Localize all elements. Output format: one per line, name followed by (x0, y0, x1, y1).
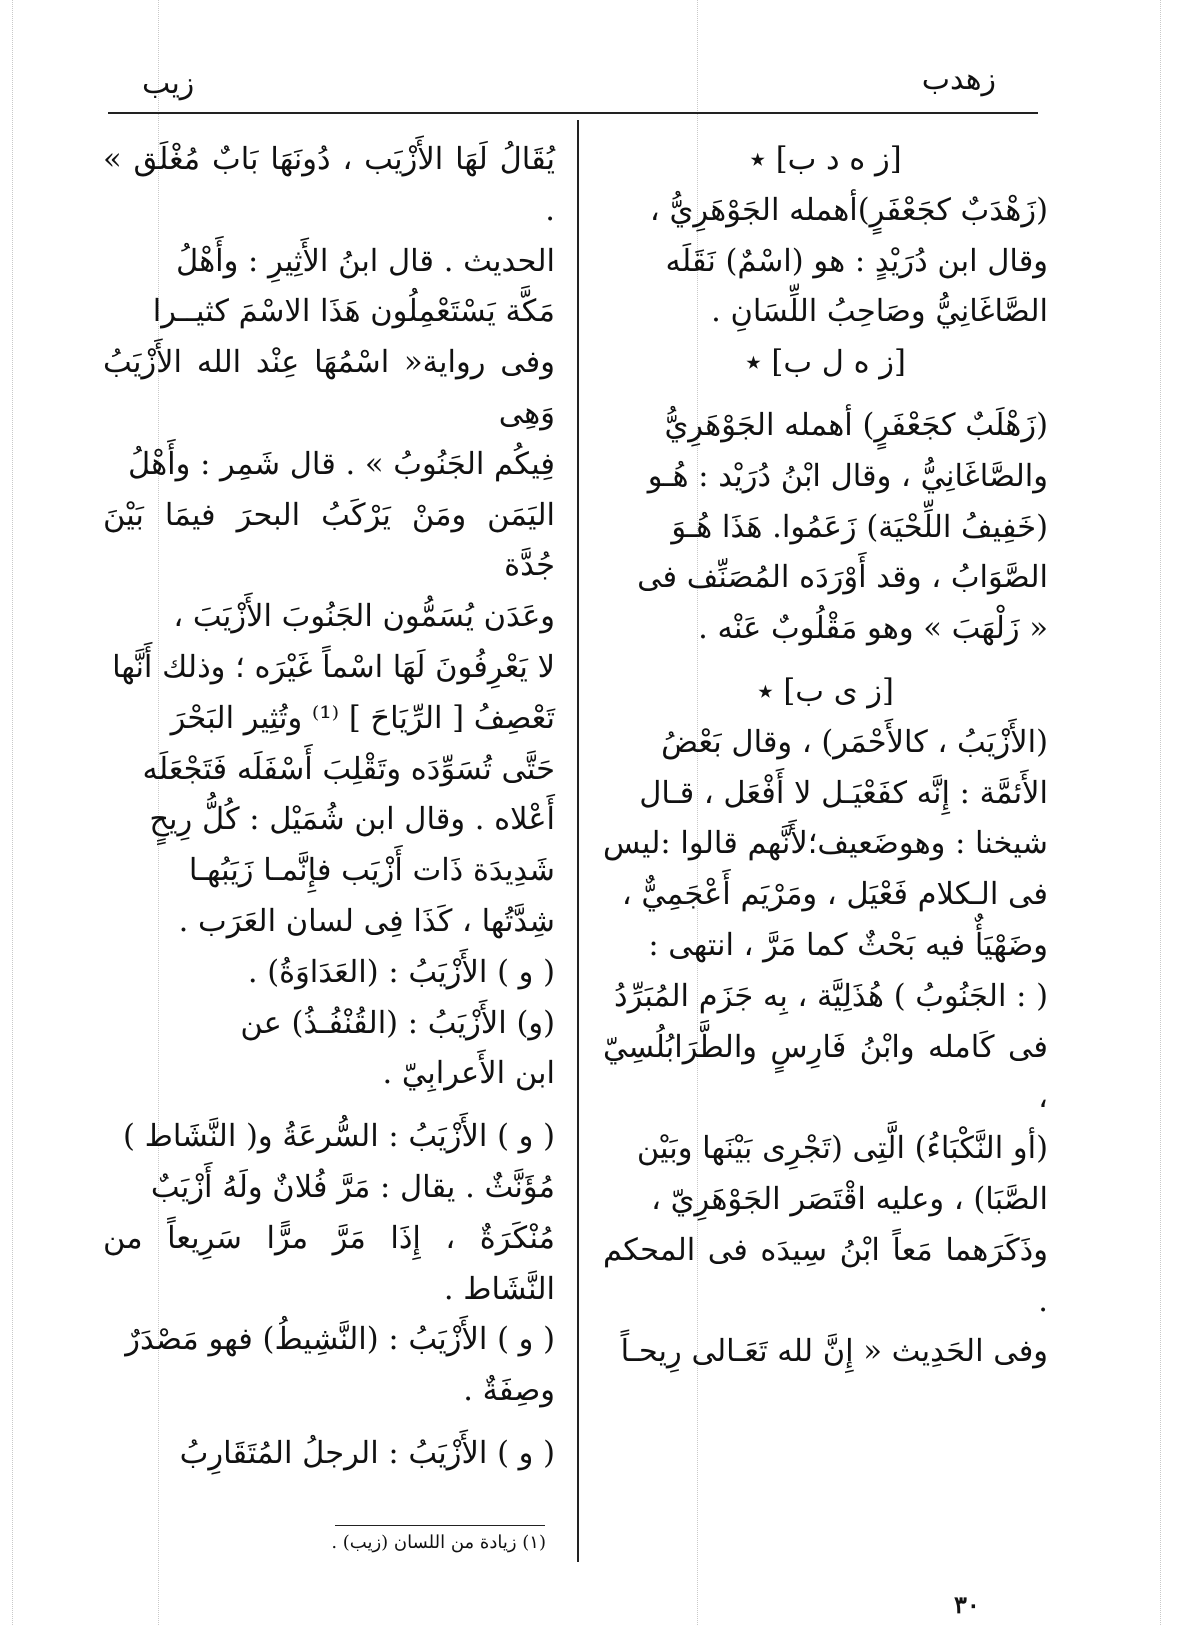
text-line: والصَّاغَانِيُّ ، وقال ابْنُ دُرَيْد : هُـو (647, 458, 1048, 494)
text-line: ابن الأَعرابِيّ . (382, 1056, 555, 1092)
column-divider (577, 120, 579, 1562)
entry-heading: [ز ه ل ب] ٭ (745, 345, 906, 381)
spacer (103, 1100, 555, 1112)
text-line: (و) الأَزْيَبُ : (القُنْفُـذُ) عن (240, 1005, 555, 1041)
text-line: تَعْصِفُ [ الرِّيَاحَ ] ⁽¹⁾ وتُثِير البَحْرَ (170, 700, 555, 736)
entry-heading: [ز ى ب] ٭ (757, 673, 894, 709)
text-line: شَدِيدَة ذَات أَزْيَب فإِنَّمـا زَيَبُهـا (188, 853, 555, 889)
text-line: ( و ) الأَزْيَبُ : (العَدَاوَةُ) . (247, 954, 555, 990)
page-number: ٣٠ (954, 1590, 980, 1619)
text-line: شِدَّتُها ، كَذَا فِى لسان العَرَب . (178, 903, 555, 939)
header-rule (108, 112, 1038, 114)
entry-heading: [ز ه د ب] ٭ (749, 142, 902, 177)
text-line: ( : الجَنُوبُ ) هُذَلِيَّة ، بِه جَزَم المُبَرِّدُ (614, 978, 1048, 1014)
text-line: مُنْكَرَةٌ ، إِذَا مَرَّ مرًّا سَرِيعاً من النَّشَاط . (103, 1220, 555, 1307)
text-line: حَتَّى تُسَوِّدَه وتَقْلِبَ أَسْفَلَه فَتَجْعَلَه (142, 751, 555, 787)
text-line: وفى الحَدِيث « إِنَّ لله تَعَـالى رِيحـاً (620, 1334, 1048, 1370)
page-header-left: زيب (142, 66, 195, 101)
left-column (103, 135, 555, 1480)
text-line: ( و ) الأَزْيَبُ : السُّرعَةُ و( النَّشَاط ) (123, 1119, 555, 1155)
spacer (603, 655, 1048, 667)
text-line: مُؤَنَّثٌ . يقال : مَرَّ فُلانٌ ولَهُ أَزْيَبٌ (150, 1169, 555, 1205)
text-line: وفى رواية« اسْمُهَا عِنْد الله الأَزْيَبُ وَهِى (103, 345, 555, 431)
text-line: اليَمَن ومَنْ يَرْكَبُ البحرَ فيمَا بَيْنَ جُدَّة (103, 497, 555, 584)
text-line: وصِفَةٌ . (463, 1373, 555, 1409)
text-line: فِيكُم الجَنُوبُ » . قال شَمِر : وأَهْلُ (128, 446, 555, 482)
text-line: مَكَّة يَسْتَعْمِلُون هَذَا الاسْمَ كثيــرا (152, 294, 555, 330)
scan-edge-line (1160, 0, 1161, 1625)
text-line: الصَّوَابُ ، وقد أَوْرَدَه المُصَنِّف فى (637, 560, 1048, 596)
text-line: (أو النَّكْبَاءُ) الَّتِى (تَجْرِى بَيْنَها وبَيْن (636, 1131, 1048, 1167)
right-column (603, 135, 1048, 1378)
text-line: وذَكَرَهما مَعاً ابْنُ سِيدَه فى المحكم . (603, 1232, 1048, 1319)
page-header-right: زهدب (921, 62, 996, 97)
text-line: وعَدَن يُسَمُّون الجَنُوبَ الأَزْيَبَ ، (173, 599, 555, 635)
text-line: الصَّبَا) ، وعليه اقْتَصَر الجَوْهَرِيّ ، (651, 1181, 1048, 1217)
text-line: (خَفِيفُ اللِّحْيَة) زَعَمُوا. هَذَا هُـوَ (671, 509, 1048, 545)
text-line: ( و ) الأَزْيَبُ : (النَّشِيطُ) فهو مَصْدَرٌ (125, 1322, 555, 1358)
text-line: (زَهْدَبٌ كجَعْفَرٍ)أهمله الجَوْهَرِيُّ ، (649, 192, 1048, 228)
text-line: (الأَزْيَبُ ، كالأَحْمَر) ، وقال بَعْضُ (661, 724, 1048, 760)
spacer (103, 1417, 555, 1429)
text-line: (زَهْلَبٌ كجَعْفَرٍ) أهمله الجَوْهَرِيُّ (664, 407, 1048, 443)
text-line: وضَهْيَأٌ فيه بَحْثٌ كما مَرَّ ، انتهى : (648, 927, 1048, 963)
text-line: شيخنا : وهوضَعيف؛لأَنَّهم قالوا :ليس (603, 826, 1048, 862)
text-line: الأَئمَّة : إِنَّه كفَعْيَـل لا أَفْعَل ، قـال (639, 775, 1048, 811)
spacer (603, 389, 1048, 401)
text-line: لا يَعْرِفُونَ لَهَا اسْماً غَيْرَه ؛ وذلك أَنَّها (112, 649, 555, 685)
text-line: الصَّاغَانِيُّ وصَاحِبُ اللِّسَانِ . (711, 294, 1048, 330)
text-line: وقال ابن دُرَيْدٍ : هو (اسْمٌ) نَقَلَه (665, 243, 1048, 279)
text-line: الحديث . قال ابنُ الأَثِيرِ : وأَهْلُ (175, 243, 555, 279)
text-line: فى الـكلام فَعْيَل ، ومَرْيَم أَعْجَمِيٌّ ، (621, 877, 1048, 913)
text-line: أَعْلاه . وقال ابن شُمَيْل : كُلُّ رِيحٍ (149, 802, 555, 838)
scan-edge-line (12, 0, 13, 1625)
text-line: فى كَامله وابْنُ فَارِسٍ والطَّرَابُلُسِيّ ، (603, 1029, 1048, 1116)
text-line: ( و ) الأَزْيَبُ : الرجلُ المُتَقَارِبُ (179, 1435, 555, 1471)
text-line: يُقَالُ لَهَا الأَزْيَب ، دُونَهَا بَابٌ مُغْلَق » . (103, 142, 555, 228)
footnote-rule (335, 1525, 545, 1526)
footnote: (١) زيادة من اللسان (زيب) . (331, 1532, 546, 1553)
text-line: « زَلْهَبَ » وهو مَقْلُوبٌ عَنْه . (698, 611, 1048, 647)
